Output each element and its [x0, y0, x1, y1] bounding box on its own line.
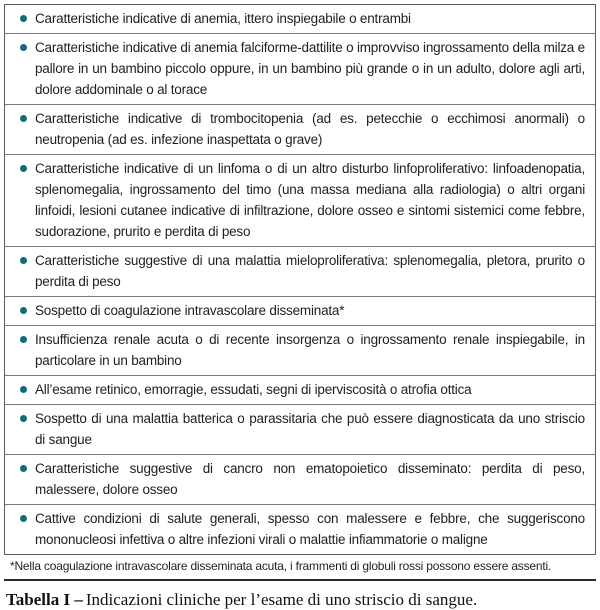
table-row: [5, 504, 595, 554]
table-row: [5, 296, 595, 325]
table-row-text: Sospetto di una malattia batterica o parassitaria che può essere diagnosticata da uno striscio di sangue: [35, 411, 585, 447]
bullet-icon: [20, 165, 27, 172]
clinical-indications-table: [4, 4, 596, 555]
bullet-icon: [20, 257, 27, 264]
table-row-text: Caratteristiche suggestive di cancro non ematopoietico disseminato: perdita di peso, malessere, dolore osseo: [35, 461, 585, 497]
table-caption-label: Tabella I –: [6, 590, 83, 609]
bullet-icon: [20, 465, 27, 472]
table-row-text: Sospetto di coagulazione intravascolare disseminata*: [35, 303, 345, 318]
bullet-icon: [20, 115, 27, 122]
table-row-text: Caratteristiche indicative di trombocitopenia (ad es. petecchie o ecchimosi anormali) o neutropenia (ad es. infezione inaspettata o grave): [35, 111, 585, 147]
table-row: [5, 246, 595, 296]
bullet-icon: [20, 44, 27, 51]
table-row-text: Caratteristiche indicative di un linfoma o di un altro disturbo linfoproliferativo: linfoadenopatia, splenomegalia, ingrossamento del timo (una massa mediana alla radiologia) o altri organi linfoidi, lesioni cutanee indicative di infiltrazione, dolore osseo e sintomi sistemici come febbre, sudorazione, prurito e perdita di peso: [35, 161, 585, 239]
table-row-text: Caratteristiche indicative di anemia, ittero inspiegabile o entrambi: [35, 11, 411, 26]
table-row: [5, 5, 595, 33]
table-row: [5, 154, 595, 246]
bullet-icon: [20, 336, 27, 343]
table-row: [5, 404, 595, 454]
table-row-text: Cattive condizioni di salute generali, spesso con malessere e febbre, che suggeriscono mononucleosi infettiva o altre infezioni virali o malattie infiammatorie o maligne: [35, 511, 585, 547]
bullet-icon: [20, 515, 27, 522]
table-row-text: All’esame retinico, emorragie, essudati, segni di iperviscosità o atrofia ottica: [35, 382, 472, 397]
table-row: [5, 454, 595, 504]
caption-divider: [4, 579, 596, 581]
bullet-icon: [20, 307, 27, 314]
table-row-text: Caratteristiche indicative di anemia falciforme-dattilite o improvviso ingrossamento della milza e pallore in un bambino piccolo oppure, in un bambino più grande o in un adulto, dolore agli arti, dolore addominale o al torace: [35, 40, 585, 97]
table-row: [5, 375, 595, 404]
table-row-text: Caratteristiche suggestive di una malattia mieloproliferativa: splenomegalia, pletora, prurito o perdita di peso: [35, 253, 585, 289]
table-caption: [6, 589, 596, 610]
table-row: [5, 33, 595, 104]
table-row: [5, 104, 595, 154]
table-row: [5, 325, 595, 375]
bullet-icon: [20, 415, 27, 422]
bullet-icon: [20, 386, 27, 393]
table-caption-text: Indicazioni cliniche per l’esame di uno striscio di sangue.: [85, 590, 478, 609]
table-footnote: *Nella coagulazione intravascolare disseminata acuta, i frammenti di globuli rossi possono essere assenti.: [10, 559, 552, 573]
bullet-icon: [20, 15, 27, 22]
table-row-text: Insufficienza renale acuta o di recente insorgenza o ingrossamento renale inspiegabile, in particolare in un bambino: [35, 332, 585, 368]
